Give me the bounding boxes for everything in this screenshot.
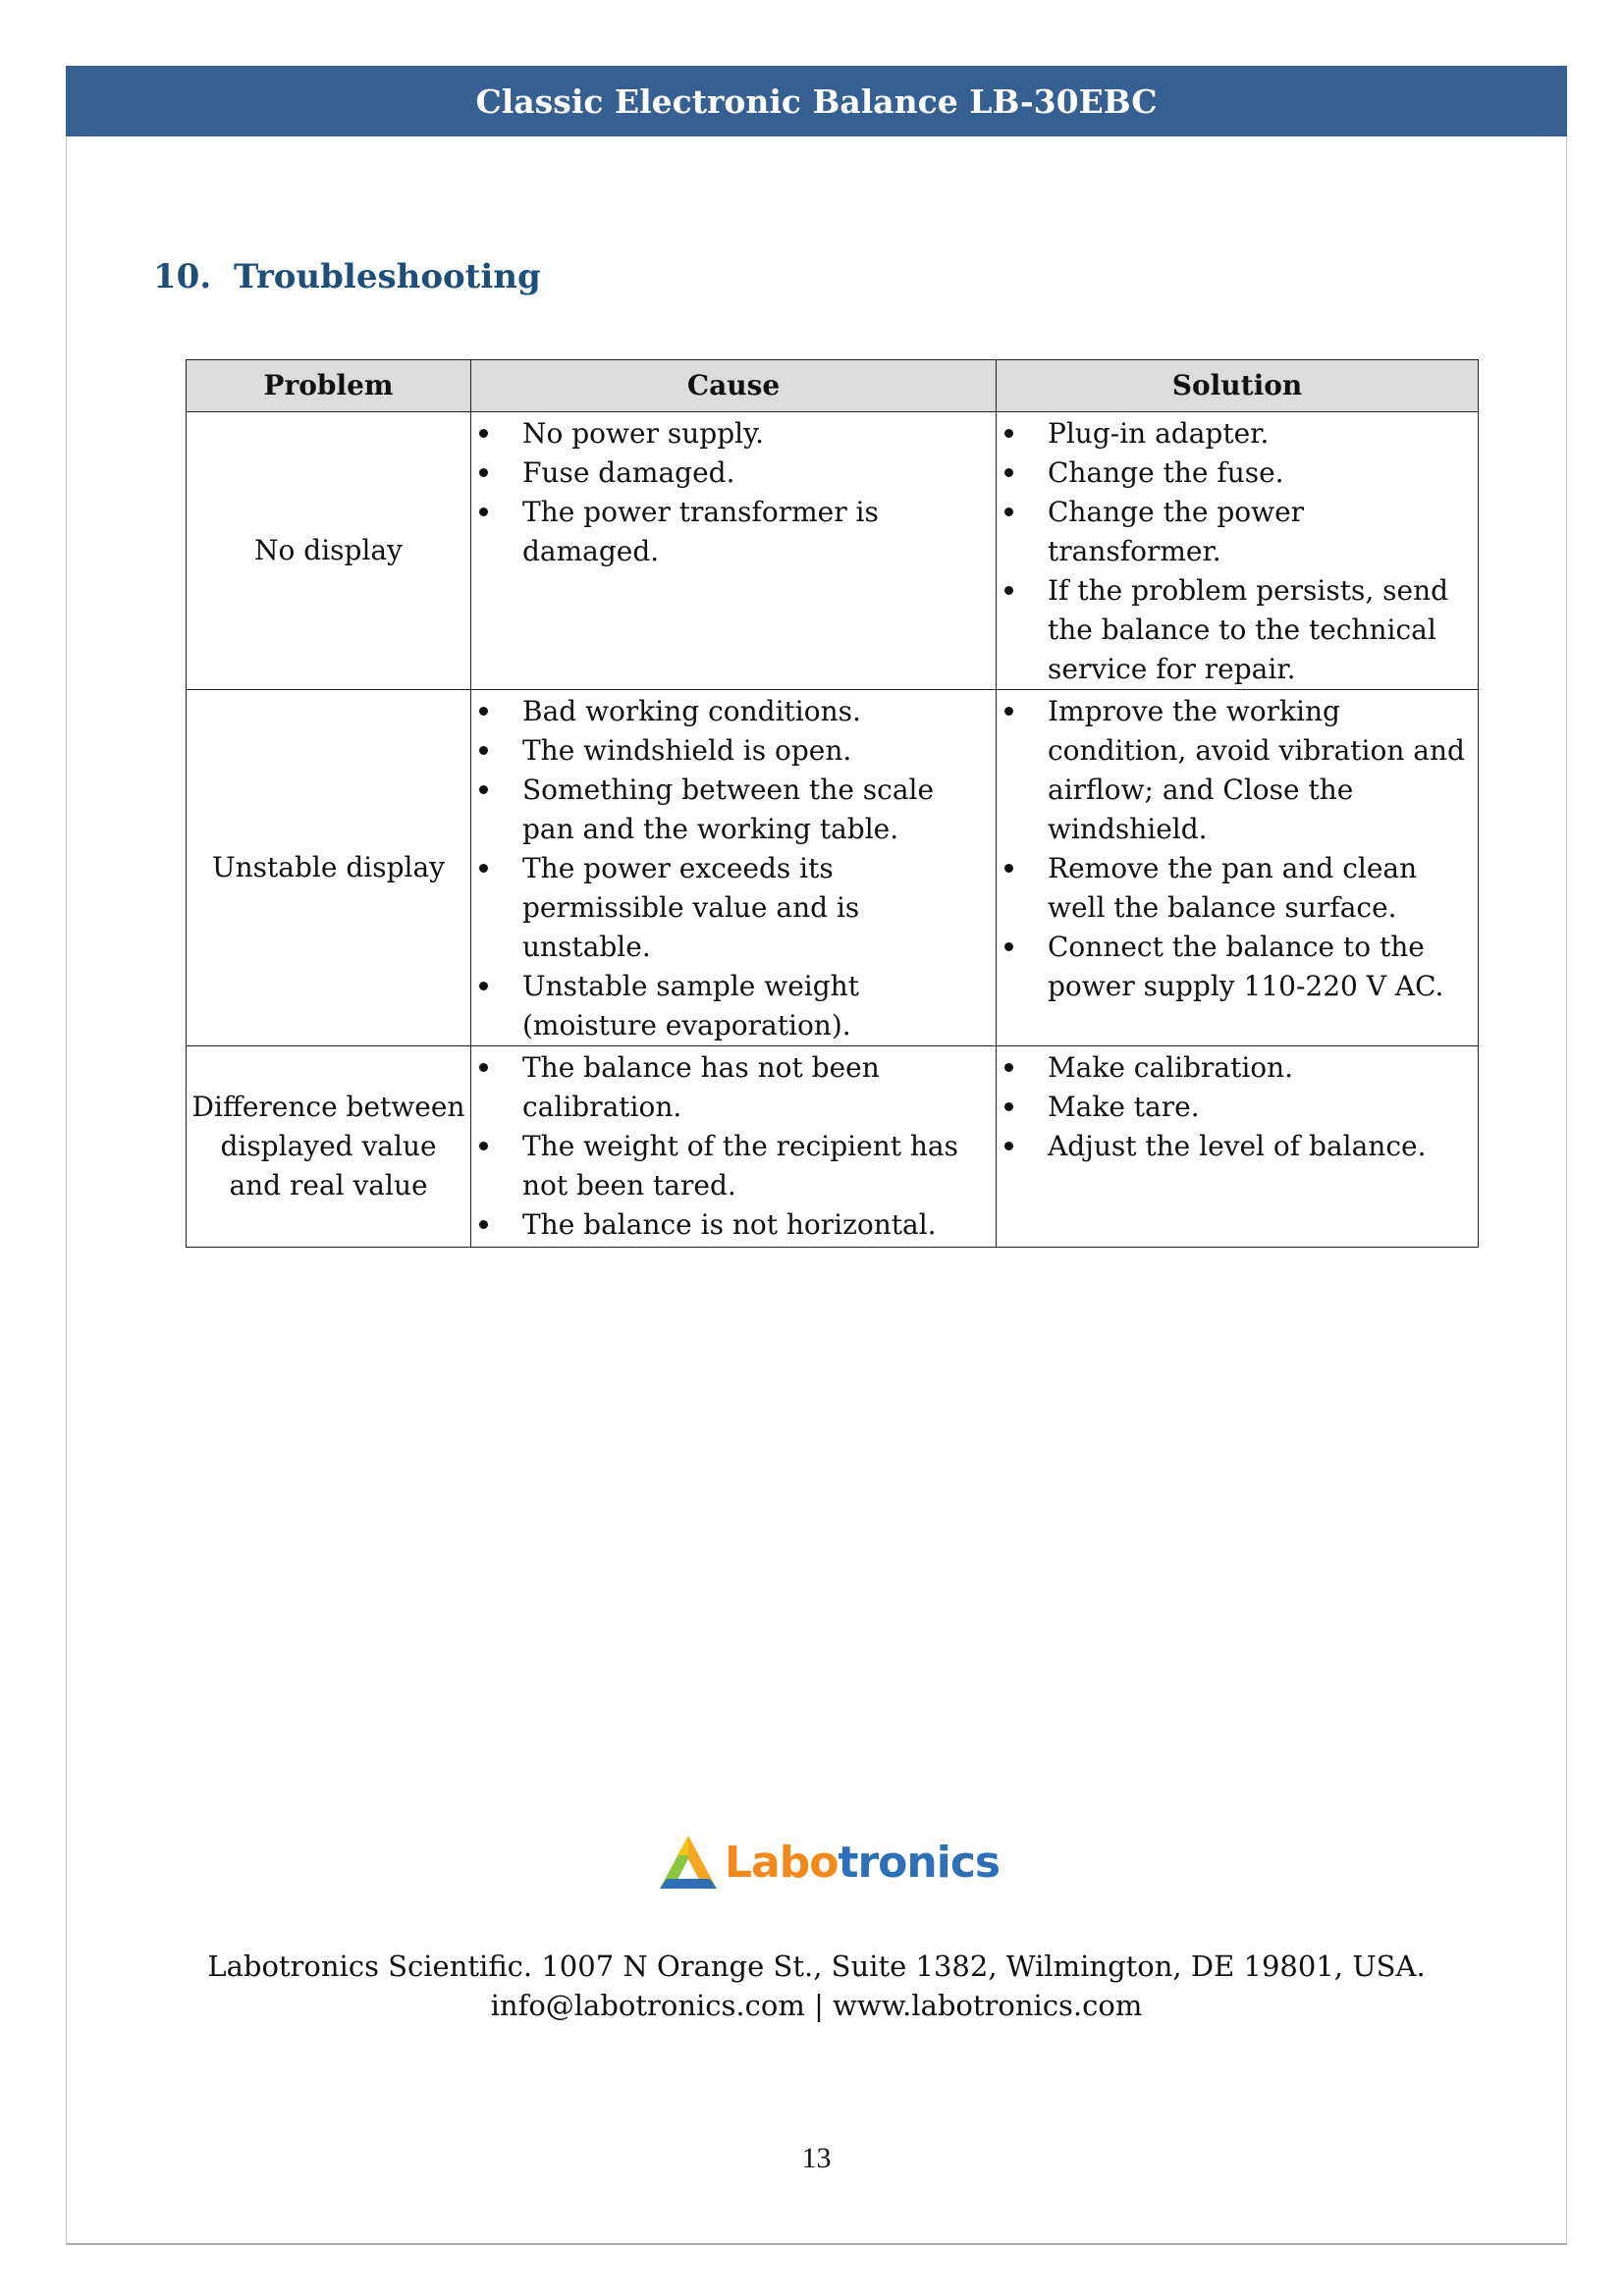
list-item: Unstable sample weight (moisture evaporation).: [471, 967, 996, 1045]
document-title: Classic Electronic Balance LB-30EBC: [475, 81, 1158, 121]
problem-cell: Unstable display: [187, 690, 471, 1046]
problem-cell: Difference between displayed value and real value: [187, 1046, 471, 1248]
list-item: The balance is not horizontal.: [471, 1205, 996, 1245]
section-heading: [153, 257, 541, 296]
list-item: The weight of the recipient has not been tared.: [471, 1127, 996, 1205]
list-item: Change the power transformer.: [997, 493, 1478, 571]
list-item: Remove the pan and clean well the balance surface.: [997, 849, 1478, 928]
cause-cell: [471, 1046, 997, 1248]
list-item: The power transformer is damaged.: [471, 493, 996, 571]
solution-cell: [997, 412, 1479, 690]
list-item: No power supply.: [471, 414, 996, 454]
page-number: 13: [801, 2142, 832, 2174]
section-title: Troubleshooting: [234, 257, 541, 296]
column-header-cause: Cause: [471, 360, 997, 412]
list-item: The balance has not been calibration.: [471, 1048, 996, 1127]
list-item: Connect the balance to the power supply 110-220 V AC.: [997, 928, 1478, 1006]
solution-cell: [997, 690, 1479, 1046]
list-item: The windshield is open.: [471, 731, 996, 771]
list-item: Make tare.: [997, 1088, 1478, 1127]
labotronics-logo[interactable]: [656, 1832, 1000, 1893]
column-header-problem: Problem: [187, 360, 471, 412]
solution-cell: [997, 1046, 1479, 1248]
list-item: Adjust the level of balance.: [997, 1127, 1478, 1166]
solution-list: [997, 690, 1478, 1006]
list-item: Improve the working condition, avoid vibration and airflow; and Close the windshield.: [997, 692, 1478, 849]
list-item: Make calibration.: [997, 1048, 1478, 1088]
list-item: If the problem persists, send the balance to the technical service for repair.: [997, 571, 1478, 689]
cause-list: [471, 1046, 996, 1245]
address-line: Labotronics Scientific. 1007 N Orange St., Suite 1382, Wilmington, DE 19801, USA.: [207, 1949, 1426, 1983]
list-item: Fuse damaged.: [471, 454, 996, 493]
column-header-solution: Solution: [997, 360, 1479, 412]
table-row: [187, 1046, 1479, 1248]
list-item: Change the fuse.: [997, 454, 1478, 493]
table-row: [187, 690, 1479, 1046]
document-header-bar: [66, 66, 1567, 136]
cause-cell: [471, 690, 997, 1046]
list-item: The power exceeds its permissible value and is unstable.: [471, 849, 996, 967]
list-item: Plug-in adapter.: [997, 414, 1478, 454]
triangle-logo-icon: [656, 1832, 721, 1893]
list-item: Something between the scale pan and the working table.: [471, 771, 996, 849]
section-number: 10.: [153, 257, 212, 296]
table-header-row: [187, 360, 1479, 412]
logo-wordmark: Labotronics: [725, 1837, 1001, 1888]
table-row: [187, 412, 1479, 690]
footer-address: [66, 1947, 1567, 2025]
contact-line[interactable]: info@labotronics.com | www.labotronics.com: [490, 1989, 1143, 2022]
cause-list: [471, 690, 996, 1045]
troubleshooting-table: [186, 359, 1479, 1248]
cause-list: [471, 412, 996, 571]
solution-list: [997, 412, 1478, 689]
problem-cell: No display: [187, 412, 471, 690]
list-item: Bad working conditions.: [471, 692, 996, 731]
solution-list: [997, 1046, 1478, 1166]
cause-cell: [471, 412, 997, 690]
